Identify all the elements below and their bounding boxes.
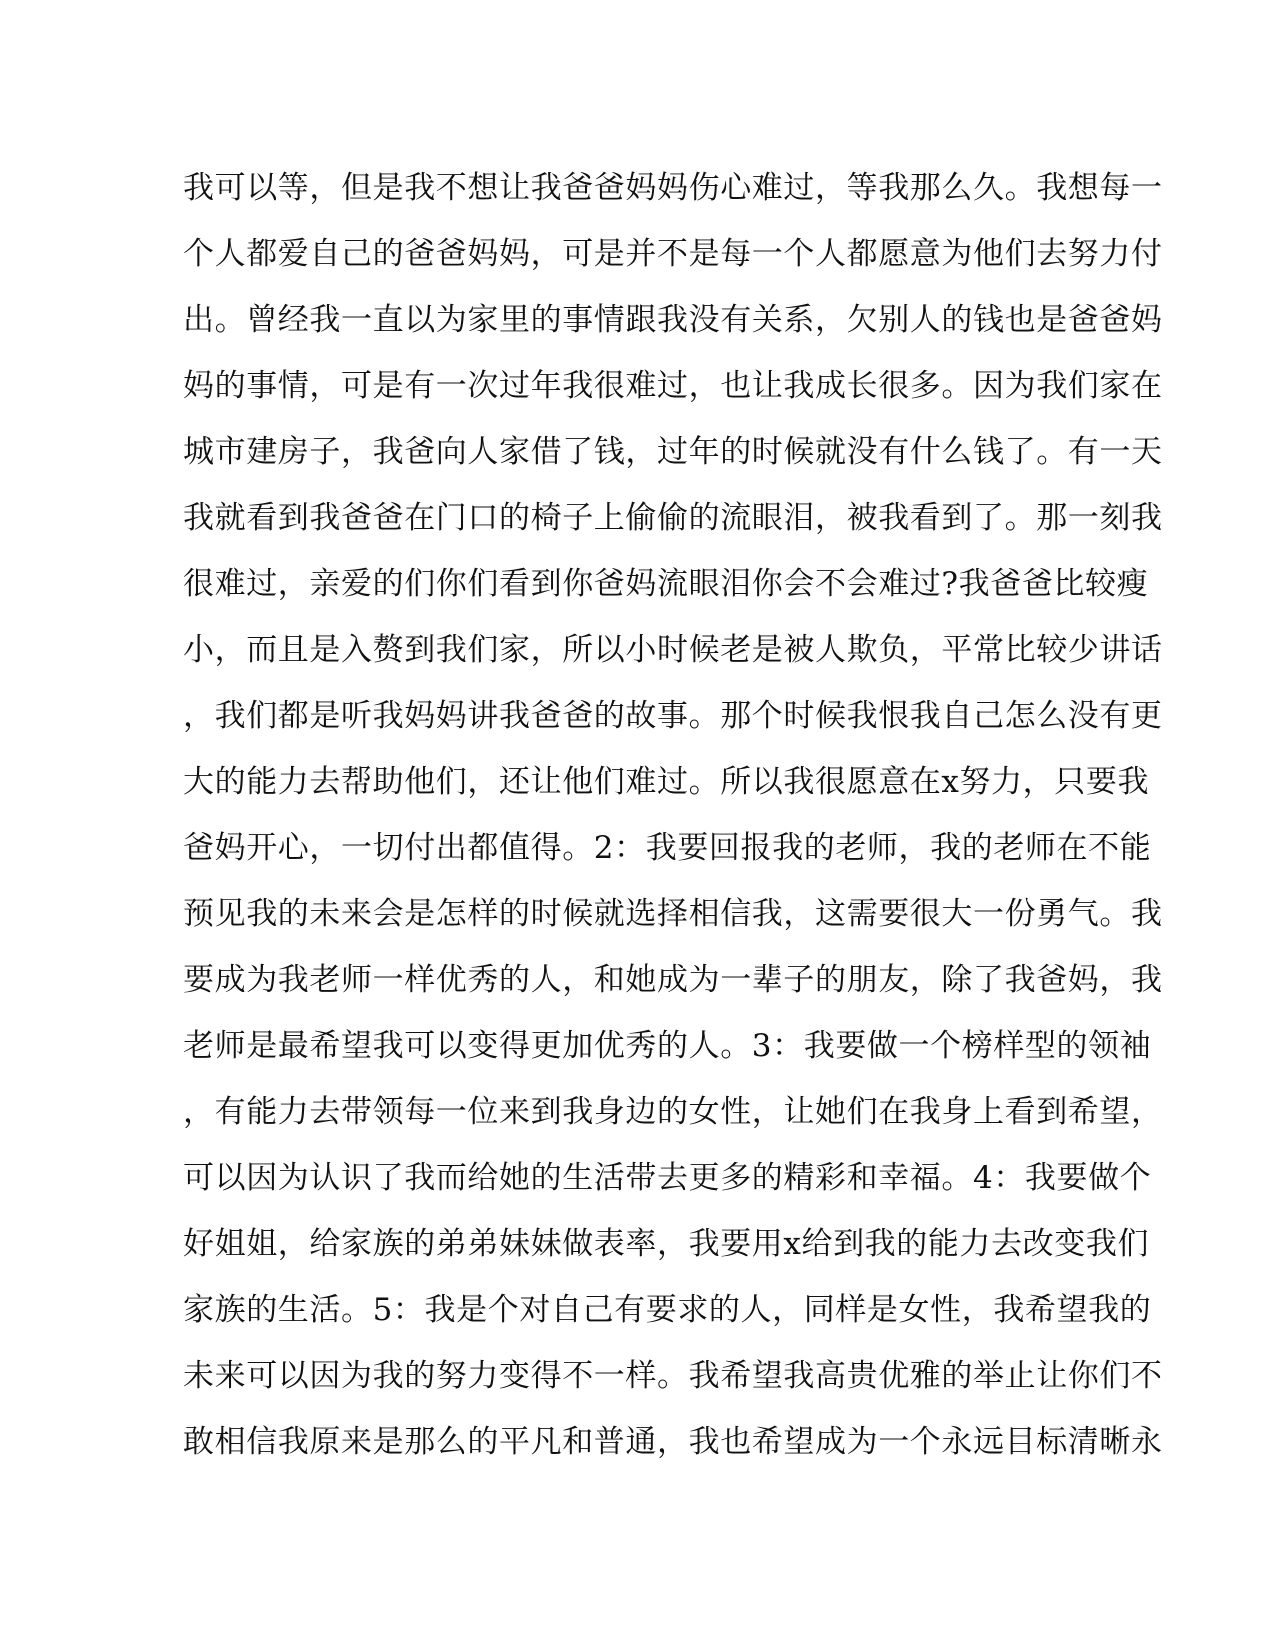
text-line: 小，而且是入赘到我们家，所以小时候老是被人欺负，平常比较少讲话 (183, 632, 1163, 668)
text-line: ，我们都是听我妈妈讲我爸爸的故事。那个时候我恨我自己怎么没有更 (183, 698, 1163, 734)
text-line: 未来可以因为我的努力变得不一样。我希望我高贵优雅的举止让你们不 (183, 1358, 1163, 1394)
text-line: 预见我的未来会是怎样的时候就选择相信我，这需要很大一份勇气。我 (183, 896, 1163, 932)
text-line: 好姐姐，给家族的弟弟妹妹做表率，我要用x给到我的能力去改变我们 (183, 1226, 1150, 1262)
text-line: 敢相信我原来是那么的平凡和普通，我也希望成为一个永远目标清晰永 (183, 1424, 1163, 1460)
text-line: ，有能力去带领每一位来到我身边的女性，让她们在我身上看到希望， (183, 1094, 1163, 1130)
body-text (183, 160, 1163, 1480)
text-line: 出。曾经我一直以为家里的事情跟我没有关系，欠别人的钱也是爸爸妈 (183, 302, 1163, 338)
text-line: 要成为我老师一样优秀的人，和她成为一辈子的朋友，除了我爸妈，我 (183, 962, 1163, 998)
text-line: 我就看到我爸爸在门口的椅子上偷偷的流眼泪，被我看到了。那一刻我 (183, 500, 1163, 536)
text-line: 可以因为认识了我而给她的生活带去更多的精彩和幸福。4：我要做个 (183, 1160, 1152, 1196)
text-line: 爸妈开心，一切付出都值得。2：我要回报我的老师，我的老师在不能 (183, 830, 1152, 866)
text-line: 城市建房子，我爸向人家借了钱，过年的时候就没有什么钱了。有一天 (183, 434, 1163, 470)
text-line: 大的能力去帮助他们，还让他们难过。所以我很愿意在x努力，只要我 (183, 764, 1150, 800)
text-line: 老师是最希望我可以变得更加优秀的人。3：我要做一个榜样型的领袖 (183, 1028, 1152, 1064)
text-line: 个人都爱自己的爸爸妈妈，可是并不是每一个人都愿意为他们去努力付 (183, 236, 1163, 272)
text-line: 很难过，亲爱的们你们看到你爸妈流眼泪你会不会难过?我爸爸比较瘦 (183, 566, 1149, 602)
text-line: 妈的事情，可是有一次过年我很难过，也让我成长很多。因为我们家在 (183, 368, 1163, 404)
text-line: 我可以等，但是我不想让我爸爸妈妈伤心难过，等我那么久。我想每一 (183, 170, 1163, 206)
text-line: 家族的生活。5：我是个对自己有要求的人，同样是女性，我希望我的 (183, 1292, 1152, 1328)
